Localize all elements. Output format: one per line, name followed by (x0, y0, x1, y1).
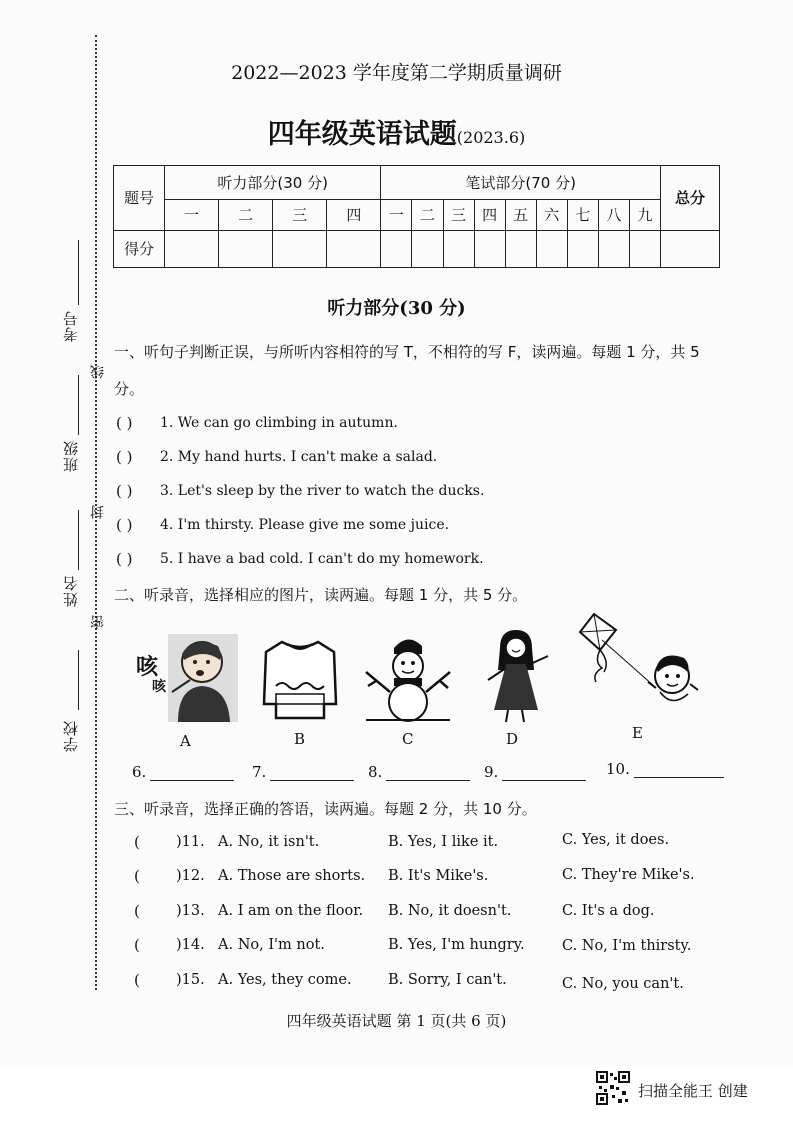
listening-section-title: 听力部分(30 分) (327, 298, 466, 319)
picture-label-b: B (294, 730, 306, 748)
score-cell[interactable] (505, 230, 536, 267)
writing-header: 笔试部分(70 分) (381, 166, 661, 200)
answer-paren[interactable]: ( (134, 833, 140, 851)
answer-paren[interactable]: ( (134, 971, 140, 989)
school-field-line (78, 650, 79, 710)
blank-10[interactable] (606, 760, 724, 778)
option-a: A. I am on the floor. (218, 903, 364, 919)
score-table (113, 165, 720, 268)
picture-label-e: E (632, 724, 643, 742)
qr-code-icon (596, 1071, 630, 1105)
picture-label-d: D (506, 730, 519, 748)
score-cell[interactable] (381, 230, 412, 267)
class-label: 班级 (62, 440, 80, 472)
sweater-icon (262, 638, 338, 720)
question-number: )14. (176, 937, 205, 953)
picture-label-a: A (180, 732, 191, 750)
question-number: )13. (176, 903, 205, 919)
answer-paren[interactable]: ( ) (116, 414, 133, 432)
option-c: C. No, you can't. (562, 976, 684, 992)
writing-item: 八 (598, 200, 629, 230)
option-b: B. No, it doesn't. (388, 903, 512, 919)
question-number: )15. (176, 972, 205, 988)
blank-9[interactable] (484, 763, 586, 781)
option-b: B. It's Mike's. (388, 868, 489, 884)
score-cell[interactable] (273, 230, 327, 267)
blank-number: 6. (132, 763, 147, 781)
writing-item: 一 (381, 200, 412, 230)
blank-number: 7. (252, 763, 267, 781)
answer-paren[interactable]: ( (134, 902, 140, 920)
writing-item: 三 (443, 200, 474, 230)
option-a: A. No, it isn't. (218, 834, 320, 850)
writing-item: 二 (412, 200, 443, 230)
option-c: C. Yes, it does. (562, 832, 670, 848)
listening-item: 四 (327, 200, 381, 230)
answer-paren[interactable]: ( (134, 936, 140, 954)
score-cell[interactable] (474, 230, 505, 267)
answer-paren[interactable]: ( (134, 867, 140, 885)
option-b: B. Sorry, I can't. (388, 972, 507, 988)
cough-text-small: 咳 (152, 679, 166, 695)
blank-7[interactable] (252, 763, 354, 781)
writing-item: 六 (536, 200, 567, 230)
blank-8[interactable] (368, 763, 470, 781)
question-text: 1. We can go climbing in autumn. (160, 415, 398, 431)
seal-xian: 线 (90, 365, 106, 379)
question-text: 5. I have a bad cold. I can't do my homework. (160, 551, 484, 567)
class-field-line (78, 375, 79, 435)
listening-header: 听力部分(30 分) (165, 166, 381, 200)
score-cell[interactable] (327, 230, 381, 267)
blank-number: 9. (484, 763, 499, 781)
writing-item: 七 (567, 200, 598, 230)
school-label: 学校 (62, 720, 80, 752)
name-field-line (78, 510, 79, 570)
answer-paren[interactable]: ( ) (116, 550, 133, 568)
option-a: A. No, I'm not. (218, 937, 325, 953)
score-cell[interactable] (443, 230, 474, 267)
part2-heading: 二、听录音，选择相应的图片，读两遍。每题 1 分，共 5 分。 (114, 586, 528, 604)
option-b: B. Yes, I like it. (388, 834, 499, 850)
blank-number: 10. (606, 760, 630, 778)
option-a: A. Those are shorts. (218, 868, 366, 884)
total-score-cell[interactable] (661, 230, 720, 267)
score-cell[interactable] (165, 230, 219, 267)
option-c: C. It's a dog. (562, 903, 655, 919)
answer-paren[interactable]: ( ) (116, 516, 133, 534)
score-cell[interactable] (567, 230, 598, 267)
listening-item: 三 (273, 200, 327, 230)
part3-heading: 三、听录音，选择正确的答语，读两遍。每题 2 分，共 10 分。 (114, 800, 537, 818)
score-cell[interactable] (629, 230, 660, 267)
picture-label-c: C (402, 730, 414, 748)
option-b: B. Yes, I'm hungry. (388, 937, 525, 953)
page-footer: 四年级英语试题 第 1 页(共 6 页) (286, 1012, 507, 1030)
score-cell[interactable] (598, 230, 629, 267)
exam-date: (2023.6) (456, 128, 526, 147)
writing-item: 九 (629, 200, 660, 230)
total-header: 总分 (661, 166, 720, 231)
option-a: A. Yes, they come. (218, 972, 352, 988)
dancing-girl-icon (482, 628, 550, 724)
score-cell[interactable] (219, 230, 273, 267)
snowman-icon (360, 632, 456, 722)
question-text: 4. I'm thirsty. Please give me some juice. (160, 517, 450, 533)
option-c: C. They're Mike's. (562, 867, 695, 883)
listening-item: 一 (165, 200, 219, 230)
row-label-score: 得分 (114, 230, 165, 267)
cough-text: 咳 (136, 655, 159, 680)
name-label: 姓名 (62, 575, 80, 607)
kite-girl-icon (572, 610, 700, 712)
answer-paren[interactable]: ( ) (116, 482, 133, 500)
year-line: 2022—2023 学年度第二学期质量调研 (231, 62, 562, 84)
exam-title: 四年级英语试题 (267, 119, 457, 150)
seal-feng: 封 (90, 505, 106, 519)
question-number: )11. (176, 834, 205, 850)
writing-item: 五 (505, 200, 536, 230)
row-label-question: 题号 (114, 166, 165, 231)
answer-paren[interactable]: ( ) (116, 448, 133, 466)
option-c: C. No, I'm thirsty. (562, 938, 692, 954)
listening-item: 二 (219, 200, 273, 230)
exam-no-label: 考号 (62, 310, 80, 342)
question-number: )12. (176, 868, 205, 884)
blank-number: 8. (368, 763, 383, 781)
blank-6[interactable] (132, 763, 234, 781)
page-title (0, 112, 793, 151)
part1-heading: 一、听句子判断正误，与所听内容相符的写 T，不相符的写 F，读两遍。每题 1 分，共 5 (114, 343, 700, 361)
question-text: 3. Let's sleep by the river to watch the ducks. (160, 483, 485, 499)
part1-heading-cont: 分。 (114, 380, 145, 398)
writing-item: 四 (474, 200, 505, 230)
seal-mi: 密 (90, 615, 106, 629)
score-cell[interactable] (536, 230, 567, 267)
score-cell[interactable] (412, 230, 443, 267)
scan-badge-text: 扫描全能王 创建 (638, 1082, 748, 1100)
question-text: 2. My hand hurts. I can't make a salad. (160, 449, 438, 465)
